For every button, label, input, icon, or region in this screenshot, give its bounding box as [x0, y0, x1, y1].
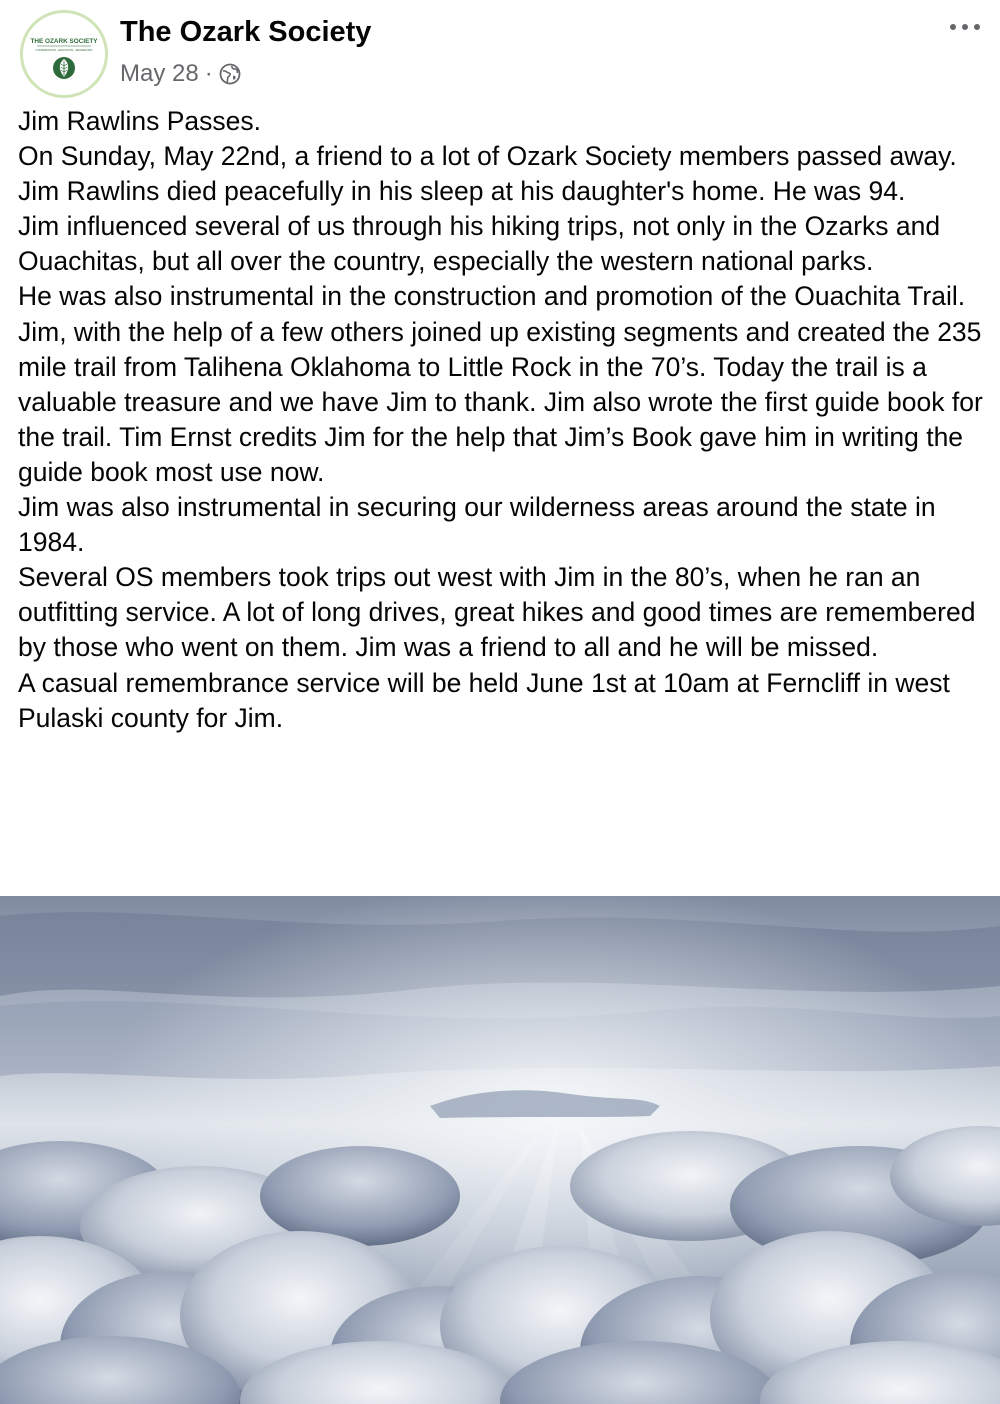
post-paragraph: Several OS members took trips out west with Jim in the 80’s, when he ran an outfitting service. A lot of long drives, great hikes and good times are remembered by those who went on them. Jim was a friend to all and he will be missed.	[18, 562, 976, 663]
post-date[interactable]: May 28	[120, 60, 199, 87]
post-paragraph: Jim influenced several of us through his hiking trips, not only in the Ozarks and Ouachitas, but all over the country, especially the western national parks.	[18, 211, 941, 277]
post-paragraph: Jim Rawlins Passes.	[18, 106, 261, 136]
globe-icon[interactable]	[219, 63, 241, 85]
post-paragraph: Jim was also instrumental in securing our wilderness areas around the state in 1984.	[18, 492, 936, 558]
more-options-button[interactable]	[948, 14, 982, 40]
clouds-photo	[0, 896, 1000, 1404]
meta-separator: ·	[204, 60, 213, 87]
post-paragraph: On Sunday, May 22nd, a friend to a lot of Ozark Society members passed away. Jim Rawlins died peacefully in his sleep at his daughter's home. He was 94.	[18, 141, 957, 207]
avatar[interactable]	[20, 10, 108, 98]
author-name[interactable]: The Ozark Society	[120, 16, 372, 48]
post-paragraph: He was also instrumental in the construction and promotion of the Ouachita Trail. Jim, with the help of a few others joined up existing segments and created the 235 mile trail from Talihena Oklahoma to Little Rock in the 70’s. Today the trail is a valuable treasure and we have Jim to thank. Jim also wrote the first guide book for the trail. Tim Ernst credits Jim for the help that Jim’s Book gave him in writing the guide book most use now.	[18, 281, 983, 487]
post-text	[18, 104, 983, 736]
post-meta	[120, 58, 241, 90]
logo-subtitle: CONSERVATION · EDUCATION · RECREATION	[35, 49, 93, 52]
logo-text: THE OZARK SOCIETY	[30, 38, 98, 45]
more-dots-icon	[949, 23, 981, 31]
post-header	[0, 0, 1000, 100]
ozark-society-logo	[23, 13, 105, 95]
post-photo[interactable]	[0, 896, 1000, 1404]
post-paragraph: A casual remembrance service will be held June 1st at 10am at Ferncliff in west Pulaski county for Jim.	[18, 667, 950, 733]
